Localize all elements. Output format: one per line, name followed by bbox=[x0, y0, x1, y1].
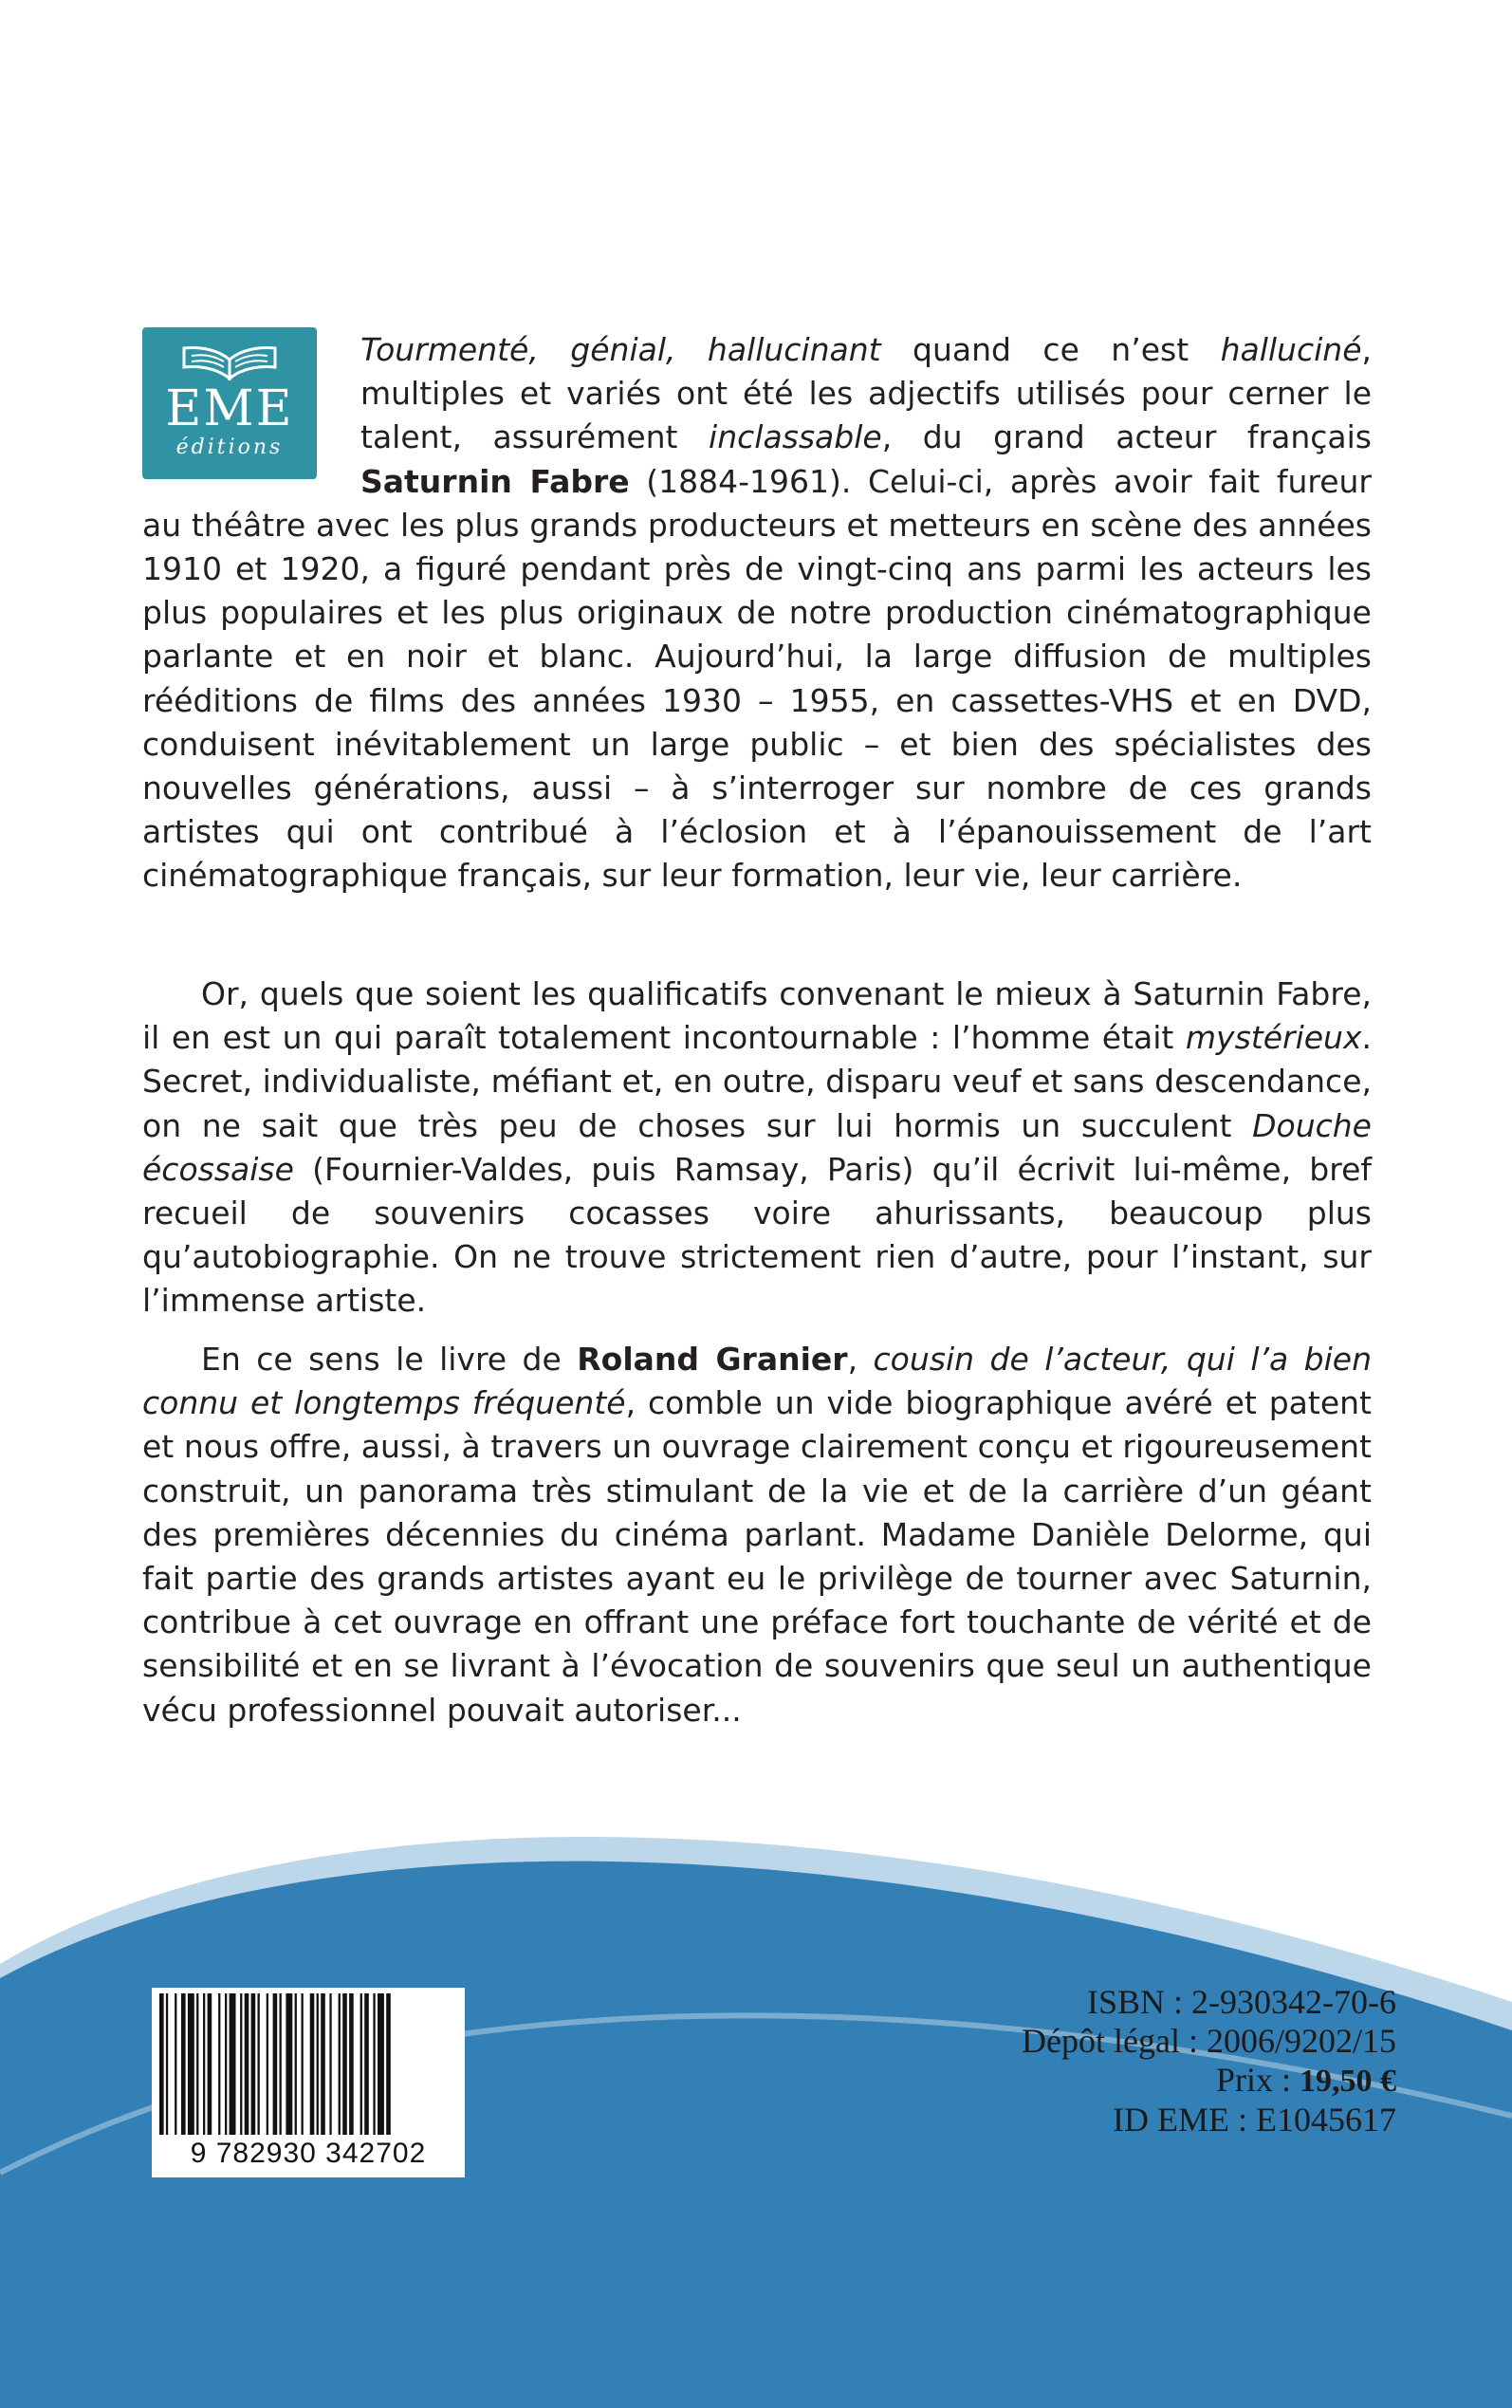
barcode-bar bbox=[208, 1993, 212, 2136]
logo-spacer bbox=[142, 328, 360, 501]
barcode-bar bbox=[378, 1993, 384, 2136]
barcode-bar bbox=[240, 1993, 242, 2136]
barcode-bar bbox=[273, 1993, 278, 2136]
barcode-bar bbox=[267, 1993, 268, 2136]
p1-bold-name: Saturnin Fabre bbox=[360, 462, 630, 500]
barcode-bar bbox=[245, 1993, 249, 2136]
barcode-bar bbox=[218, 1993, 220, 2136]
barcode-bar bbox=[373, 1993, 375, 2136]
p1-italic-3: inclassable bbox=[709, 418, 882, 456]
barcode-bar bbox=[203, 1993, 205, 2136]
p3-text-2: , bbox=[847, 1341, 874, 1378]
price-label: Prix : bbox=[1215, 2061, 1300, 2099]
logo-subtitle: éditions bbox=[175, 435, 284, 459]
isbn: ISBN : 2-930342-70-6 bbox=[1087, 1983, 1396, 2021]
barcode-bar bbox=[166, 1993, 168, 2136]
p1-text-1: quand ce n’est bbox=[880, 331, 1221, 368]
p2-italic-2: Douche écossaise bbox=[142, 1106, 1372, 1188]
p2-text-3: (Fournier-Valdes, puis Ramsay, Paris) qu’il écrivit lui-même, bref recueil de souvenirs cocasses voire ahurissants, beaucoup plus qu’autobiographie. On ne trouve strictement rien d’autre, pour l’instant, sur l’immense artiste. bbox=[142, 1150, 1372, 1320]
barcode-bar bbox=[286, 1993, 292, 2136]
paragraph-2 bbox=[142, 972, 1372, 1324]
paragraph-1 bbox=[142, 328, 1372, 898]
price-line bbox=[1022, 2061, 1396, 2101]
barcode-bar bbox=[225, 1993, 227, 2136]
barcode-bar bbox=[196, 1993, 198, 2136]
barcode-bar bbox=[295, 1993, 297, 2136]
price-value: 19,50 € bbox=[1300, 2064, 1396, 2099]
barcode-bar bbox=[258, 1993, 260, 2136]
p1-text-3: , du grand acteur français bbox=[881, 418, 1372, 456]
barcode-bar bbox=[329, 1993, 331, 2136]
logo-name: EME bbox=[165, 380, 294, 437]
p2-text-2: . Secret, individualiste, méfiant et, en outre, disparu veuf et sans descendance, on ne sait que très peu de choses sur lui hormis un succulent bbox=[142, 1019, 1372, 1144]
barcode-bar bbox=[302, 1993, 304, 2136]
barcode-bar bbox=[321, 1993, 325, 2136]
p3-italic-1: cousin de l’acteur, qui l’a bien connu et longtemps fréquenté bbox=[142, 1341, 1373, 1422]
book-metadata bbox=[1022, 1983, 1396, 2139]
id-eme: ID EME : E1045617 bbox=[1113, 2101, 1396, 2139]
barcode-bar bbox=[310, 1993, 315, 2136]
barcode-bar bbox=[159, 1993, 164, 2136]
p1-text-4: (1884-1961). Celui-ci, après avoir fait fureur au théâtre avec les plus grands producteurs et metteurs en scène des années 1910 et 1920, a figuré pendant près de vingt-cinq ans parmi les acteurs les plus populaires et les plus originaux de notre production cinématographique parlante et en noir et blanc. Aujourd’hui, la large diffusion de multiples rééditions de films des années 1930 – 1955, en cassettes-VHS et en DVD, conduisent inévitablement un large public – et bien des spécialistes des nouvelles générations, aussi – à s’interroger sur nombre de ces grands artistes qui ont contribué à l’éclosion et à l’épanouissement de l’art cinématographique français, sur leur formation, leur vie, leur carrière. bbox=[142, 462, 1372, 895]
barcode-bar bbox=[175, 1993, 176, 2136]
p3-bold-name: Roland Granier bbox=[577, 1341, 848, 1378]
barcode-bar bbox=[181, 1993, 186, 2136]
barcode-bar bbox=[360, 1993, 362, 2136]
barcode-bar bbox=[251, 1993, 256, 2136]
barcode-bar bbox=[317, 1993, 319, 2136]
barcode-digits: 9 782930 342702 bbox=[152, 2135, 465, 2173]
barcode-bar bbox=[280, 1993, 282, 2136]
barcode-bar bbox=[339, 1993, 341, 2136]
depot-legal: Dépôt légal : 2006/9202/15 bbox=[1022, 2022, 1396, 2060]
barcode-bar bbox=[364, 1993, 369, 2136]
p1-text-2: , multiples et variés ont été les adjectifs utilisés pour cerner le talent, assurément bbox=[360, 331, 1372, 456]
p1-italic-1: Tourmenté, génial, hallucinant bbox=[360, 331, 881, 368]
barcode-bar bbox=[188, 1993, 194, 2136]
p3-text-3: , comble un vide biographique avéré et patent et nous offre, aussi, à travers un ouvrage clairement conçu et rigoureusement construit, un panorama très stimulant de la vie et de la carrière d’un géant des premières décennies du cinéma parlant. Madame Danièle Delorme, qui fait partie des grands artistes ayant eu le privilège de tourner avec Saturnin, contribue à cet ouvrage en offrant une préface fort touchante de vérité et de sensibilité et en se livrant à l’évocation de souvenirs que seul un authentique vécu professionnel pouvait autoriser... bbox=[142, 1384, 1372, 1729]
barcode-bar bbox=[230, 1993, 236, 2136]
barcode-bar bbox=[349, 1993, 354, 2136]
p1-italic-2: halluciné bbox=[1220, 331, 1362, 368]
paragraph-3 bbox=[142, 1338, 1372, 1732]
barcode-bar bbox=[386, 1993, 391, 2136]
barcode-bar bbox=[342, 1993, 347, 2136]
p2-text-1: Or, quels que soient les qualificatifs convenant le mieux à Saturnin Fabre, il en est un qui paraît totalement incontournable : l’homme était bbox=[142, 975, 1372, 1057]
p3-text-1: En ce sens le livre de bbox=[201, 1341, 578, 1378]
p2-italic-1: mystérieux bbox=[1185, 1019, 1362, 1057]
